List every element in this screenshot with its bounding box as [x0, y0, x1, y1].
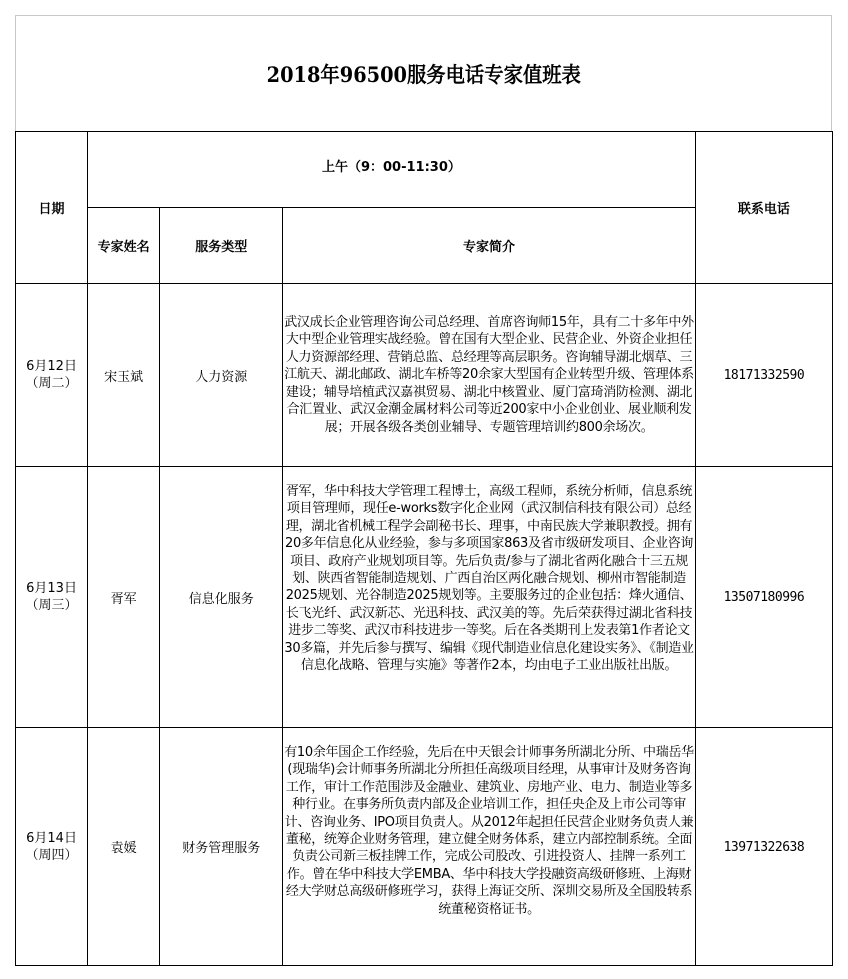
expert-name-cell: 宋玉斌 — [88, 284, 160, 467]
expert-name-cell: 胥军 — [88, 467, 160, 728]
header-expert-bio: 专家简介 — [283, 208, 696, 284]
header-session — [88, 132, 696, 208]
weekday-text: （周三） — [25, 598, 78, 613]
header-row-session — [16, 132, 833, 208]
date-text: 6月14日 — [26, 830, 77, 846]
date-cell — [16, 467, 88, 728]
table-row — [16, 467, 833, 728]
phone-cell: 13507180996 — [695, 467, 832, 728]
phone-cell: 18171332590 — [695, 284, 832, 467]
table-row — [16, 284, 833, 467]
expert-name-cell: 袁媛 — [88, 728, 160, 966]
expert-bio-cell: 有10余年国企工作经验，先后在中天银会计师事务所湖北分所、中瑞岳华(现瑞华)会计师事务所湖北分所担任高级项目经理，从事审计及财务咨询工作，审计工作范围涉及金融业、建筑业、房地产业、电力、制造业等多种行业。在事务所负责内部及企业培训工作，担任央企及上市公司等审计、咨询业务、IPO项目负责人。从2012年起担任民营企业财务负责人兼董秘，统筹企业财务管理，建立健全财务体系，建立内部控制系统。全面负责公司新三板挂牌工作，完成公司股改、引进投资人、挂牌一系列工作。曾在华中科技大学EMBA、华中科技大学投融资高级研修班、上海财经大学财总高级研修班学习，获得上海证交所、深圳交易所及全国股转系统董秘资格证书。 — [283, 728, 696, 966]
table-row — [16, 728, 833, 966]
date-text: 6月12日 — [26, 359, 77, 374]
weekday-text: （周二） — [25, 376, 78, 391]
weekday-text: （周四） — [25, 847, 78, 863]
title-cell — [15, 15, 832, 131]
expert-bio-cell: 武汉成长企业管理咨询公司总经理、首席咨询师15年，具有二十多年中外大中型企业管理实战经验。曾在国有大型企业、民营企业、外资企业担任人力资源部经理、营销总监、总经理等高层职务。咨询辅导湖北烟草、三江航天、湖北邮政、湖北车桥等20余家大型国有企业转型升级、管理体系建设；辅导培植武汉嘉祺贸易、湖北中核置业、厦门富琦消防检测、湖北合汇置业、武汉金潮金属材料公司等近200家中小企业创业、展业顺利发展；开展各级各类创业辅导、专题管理培训约800余场次。 — [283, 284, 696, 467]
header-service-type: 服务类型 — [160, 208, 283, 284]
service-type-cell: 人力资源 — [160, 284, 283, 467]
date-cell — [16, 728, 88, 966]
expert-bio-cell: 胥军，华中科技大学管理工程博士，高级工程师，系统分析师，信息系统项目管理师，现任e-works数字化企业网（武汉制信科技有限公司）总经理，湖北省机械工程学会副秘书长、理事，中南民族大学兼职教授。拥有20多年信息化从业经验，参与多项国家863及省市级研发项目、企业咨询项目、政府产业规划项目等。先后负责/参与了湖北省两化融合十三五规划、陕西省智能制造规划、广西自治区两化融合规划、柳州市智能制造2025规划、光谷制造2025规划等。主要服务过的企业包括：烽火通信、长飞光纤、武汉新芯、光迅科技、武汉美的等。先后荣获得过湖北省科技进步二等奖、武汉市科技进步一等奖。后在各类期刊上发表第1作者论文30多篇，并先后参与撰写、编辑《现代制造业信息化建设实务》、《制造业信息化战略、管理与实施》等著作2本，均由电子工业出版社出版。 — [283, 467, 696, 728]
service-type-cell: 信息化服务 — [160, 467, 283, 728]
header-expert-name: 专家姓名 — [88, 208, 160, 284]
header-date: 日期 — [16, 132, 88, 284]
service-type-cell: 财务管理服务 — [160, 728, 283, 966]
duty-schedule-table — [15, 131, 833, 966]
page-title: 2018年96500服务电话专家值班表 — [266, 61, 581, 87]
phone-cell: 13971322638 — [695, 728, 832, 966]
date-cell — [16, 284, 88, 467]
header-phone: 联系电话 — [695, 132, 832, 284]
session-label: 上午（9：00-11:30） — [321, 160, 461, 175]
date-text: 6月13日 — [26, 581, 77, 596]
